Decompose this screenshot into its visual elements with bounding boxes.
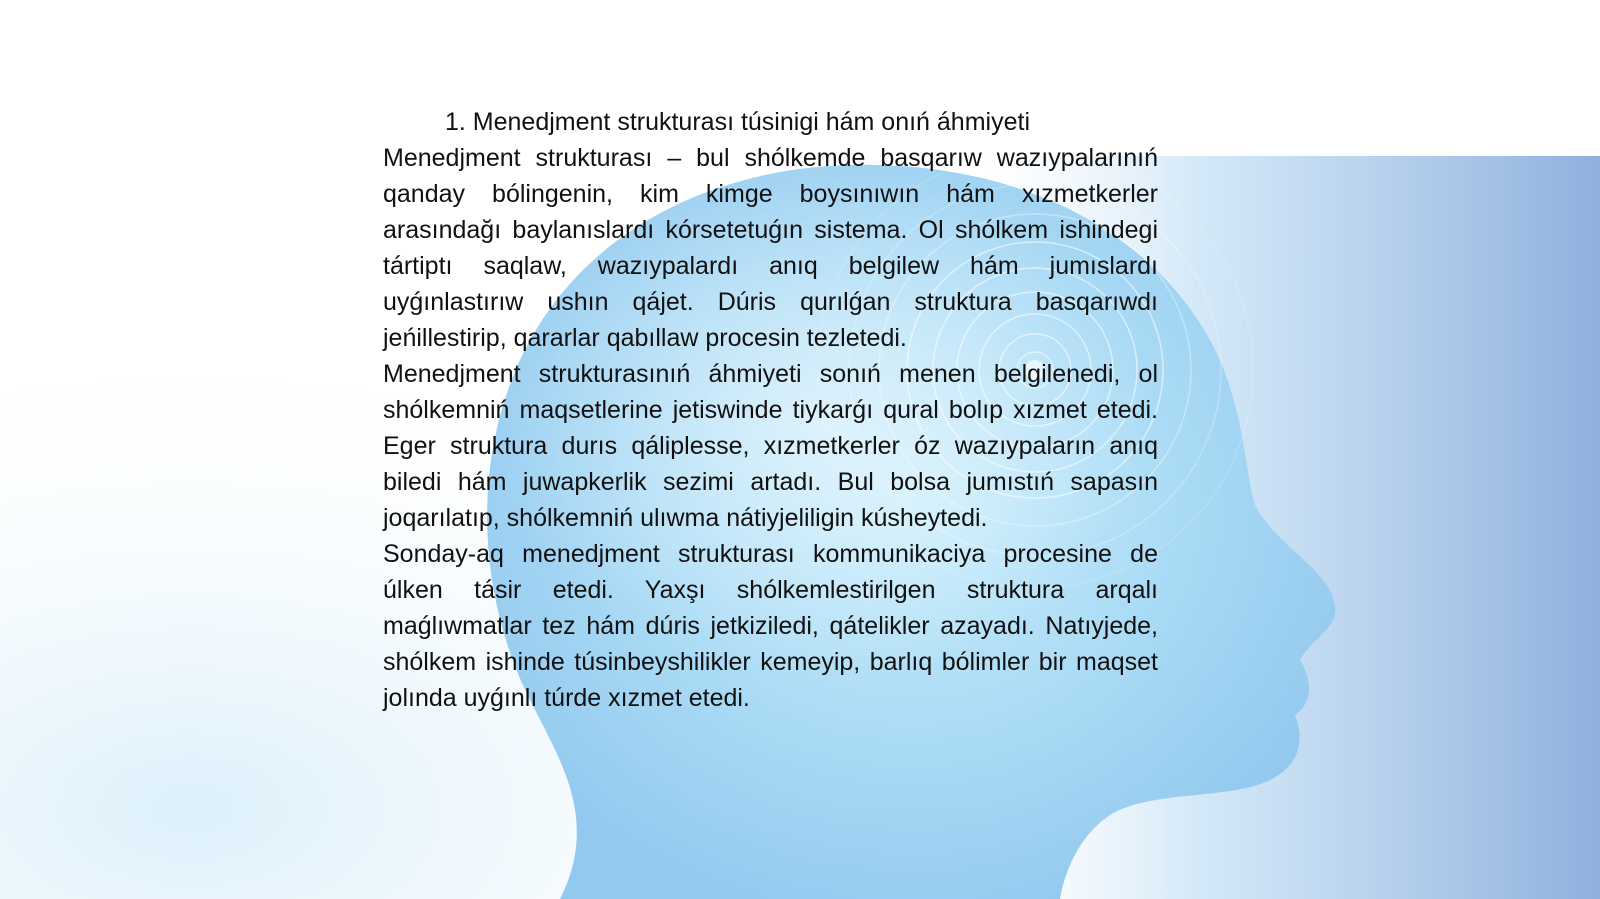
slide-title: 1. Menedjment strukturası túsinigi hám onıń áhmiyeti (445, 108, 1030, 136)
paragraph-definition: Menedjment strukturası – bul shólkemde basqarıw wazıypalarınıń qanday bólingenin, kim kimge boysınıwın hám xızmetkerler arasındağı baylanıslardı kórsetetuǵın sistema. Ol shólkem ishindegi tártiptı saqlaw, wazıypalardı anıq belgilew hám jumıslardı uyǵınlastırıw ushın qájet. Dúris qurılǵan struktura basqarıwdı jeńillestirip, qararlar qabıllaw procesin tezletedi. (383, 144, 1158, 352)
paragraph-communication: Sonday-aq menedjment strukturası kommunikaciya procesine de úlken tásir etedi. Yaxşı shólkemlestirilgen struktura arqalı maǵlıwmatlar tez hám dúris jetkiziledi, qátelikler azayadı. Natıyjede, shólkem ishinde túsinbeyshilikler kemeyip, barlıq bólimler bir maqset jolında uyǵınlı túrde xızmet etedi. (383, 540, 1158, 712)
paragraph-importance: Menedjment strukturasınıń áhmiyeti sonıń menen belgilenedi, ol shólkemniń maqsetlerine jetiswinde tiykarǵı qural bolıp xızmet etedi. Eger struktura durıs qáliplesse, xızmetkerler óz wazıypaların anıq biledi hám juwapkerlik sezimi artadı. Bul bolsa jumıstıń sapasın joqarılatıp, shólkemniń ulıwma nátiyjeliligin kúsheytedi. (383, 360, 1158, 532)
slide-text-body (383, 104, 1158, 716)
